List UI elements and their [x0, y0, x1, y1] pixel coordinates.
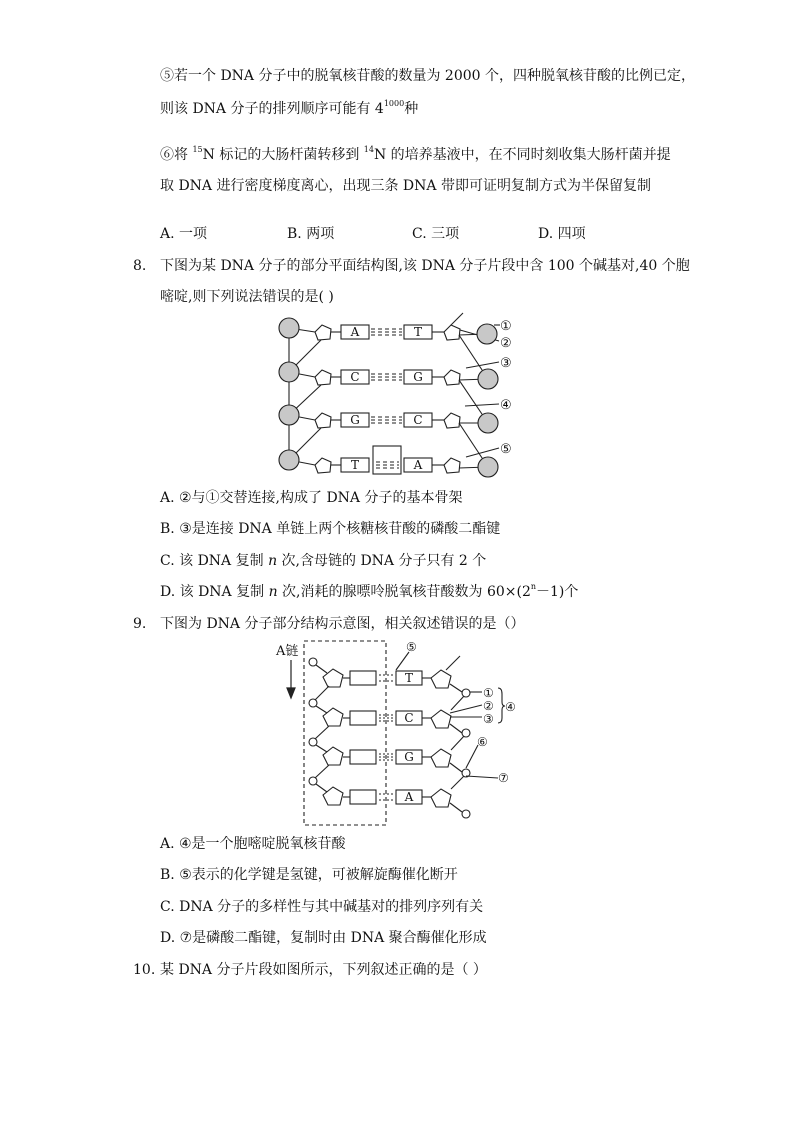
q7-item5-line1: ⑤若一个 DNA 分子中的脱氧核苷酸的数量为 2000 个，四种脱氧核苷酸的比例已定， — [160, 68, 696, 84]
q7-item5-line2 — [160, 99, 418, 119]
q7-item6-isotope-14: 14 — [363, 145, 374, 154]
q9-label-6: ⑥ — [477, 735, 488, 749]
q7-option-c[interactable]: C. 三项 — [412, 226, 460, 242]
q7-item5-text-end: 种 — [404, 101, 419, 117]
q9-label-1: ① — [483, 686, 494, 700]
q8-base-left-3: G — [350, 413, 360, 427]
q7-item6-isotope-15: 15 — [192, 145, 203, 154]
q8-base-left-2: C — [350, 370, 360, 384]
q8-label-3: ③ — [500, 356, 512, 371]
q9-chain-label: A链 — [276, 644, 299, 659]
q9-label-5: ⑤ — [406, 640, 417, 654]
q8-base-left-1: A — [350, 325, 360, 339]
q8-option-d-variable: n — [268, 584, 278, 600]
q7-item6-text-c: N 的培养基液中，在不同时刻收集大肠杆菌并提 — [373, 147, 671, 163]
q7-item5-exponent: 1000 — [383, 99, 405, 108]
q8-base-right-2: G — [413, 370, 423, 384]
q8-base-left-4: T — [350, 458, 360, 472]
q8-option-c-variable: n — [268, 553, 278, 569]
q9-option-b[interactable]: B. ⑤表示的化学键是氢键，可被解旋酶催化断开 — [160, 867, 458, 883]
q7-option-a[interactable]: A. 一项 — [160, 226, 208, 242]
q10-number: 10. — [133, 962, 156, 978]
q8-option-d-text: D. 该 DNA 复制 — [160, 584, 269, 600]
q9-label-3: ③ — [483, 712, 494, 726]
q8-label-2: ② — [500, 336, 512, 351]
q7-option-d[interactable]: D. 四项 — [538, 226, 586, 242]
q9-option-c[interactable]: C. DNA 分子的多样性与其中碱基对的排列序列有关 — [160, 899, 484, 915]
q8-option-c-text-end: 次,含母链的 DNA 分子只有 2 个 — [277, 553, 487, 569]
q9-stem: 下图为 DNA 分子部分结构示意图，相关叙述错误的是（） — [160, 616, 525, 632]
q8-stem-line2: 嘧啶,则下列说法错误的是( ) — [160, 289, 334, 305]
q10-stem: 某 DNA 分子片段如图所示，下列叙述正确的是（ ） — [160, 962, 487, 978]
q9-base-right-3: G — [404, 750, 414, 764]
q8-option-d[interactable] — [160, 582, 578, 602]
q9-base-right-2: C — [404, 711, 414, 725]
q8-stem-line1: 下图为某 DNA 分子的部分平面结构图,该 DNA 分子片段中含 100 个碱基对,40 个胞 — [160, 258, 690, 274]
q7-item6-text-a: ⑥将 — [160, 147, 193, 163]
q7-item6-text-b: N 标记的大肠杆菌转移到 — [202, 147, 364, 163]
q8-option-c[interactable] — [160, 551, 486, 571]
q8-option-d-text-mid: 次,消耗的腺嘌呤脱氧核苷酸数为 60×(2 — [277, 584, 531, 600]
q7-option-b[interactable]: B. 两项 — [287, 226, 335, 242]
q8-option-d-text-end: －1)个 — [536, 584, 579, 600]
q8-label-4: ④ — [500, 398, 512, 413]
q9-option-a[interactable]: A. ④是一个胞嘧啶脱氧核苷酸 — [160, 836, 346, 852]
q8-base-right-3: C — [413, 413, 423, 427]
q7-item6-line2: 取 DNA 进行密度梯度离心，出现三条 DNA 带即可证明复制方式为半保留复制 — [160, 178, 651, 194]
q8-option-d-exponent: n — [530, 582, 537, 591]
q8-base-right-4: A — [413, 458, 423, 472]
q8-option-b[interactable]: B. ③是连接 DNA 单链上两个核糖核苷酸的磷酸二酯键 — [160, 521, 501, 537]
q9-number: 9. — [133, 616, 147, 632]
q8-label-5: ⑤ — [500, 442, 512, 457]
q9-base-right-1: T — [404, 671, 414, 685]
q9-base-right-4: A — [404, 790, 414, 804]
q8-base-right-1: T — [413, 325, 423, 339]
q8-label-1: ① — [500, 319, 512, 334]
q9-label-4: ④ — [505, 700, 516, 714]
q7-item5-text: 则该 DNA 分子的排列顺序可能有 4 — [160, 101, 384, 117]
q9-label-7: ⑦ — [498, 771, 509, 785]
q8-number: 8. — [133, 258, 147, 274]
q8-option-a[interactable]: A. ②与①交替连接,构成了 DNA 分子的基本骨架 — [160, 490, 463, 506]
q9-option-d[interactable]: D. ⑦是磷酸二酯键，复制时由 DNA 聚合酶催化形成 — [160, 930, 487, 946]
q7-item6-line1 — [160, 145, 671, 165]
q8-option-c-text: C. 该 DNA 复制 — [160, 553, 269, 569]
q9-label-2: ② — [483, 699, 494, 713]
